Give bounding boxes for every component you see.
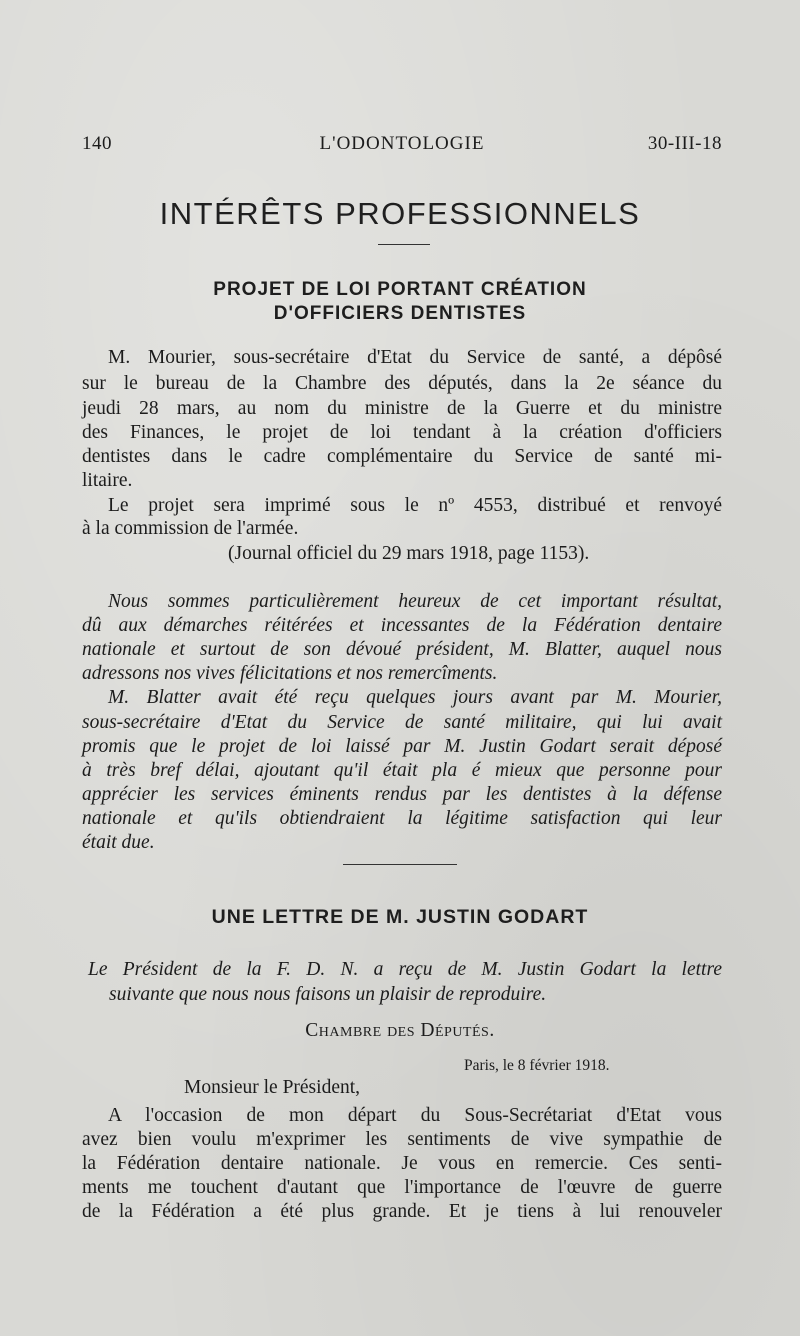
running-head [82,133,722,155]
letter-place-date: Paris, le 8 février 1918. [464,1057,610,1074]
letter-body-line: ments me touchent d'autant que l'importance de l'œuvre de guerre [82,1177,722,1198]
article1-p3-line: Nous sommes particulièrement heureux de cet important résultat, [108,591,722,612]
section-title: INTÉRÊTS PROFESSIONNELS [159,196,641,231]
article1-p4-line: M. Blatter avait été reçu quelques jours avant par M. Mourier, [108,687,722,708]
article1-p2-line: à la commission de l'armée. [82,518,299,539]
article1-p1-line: M. Mourier, sous-secrétaire d'Etat du Service de santé, a dépôsé [108,347,722,368]
article-separator [343,864,457,865]
citation: (Journal officiel du 29 mars 1918, page 1153). [228,543,590,564]
article1-title-line2: D'OFFICIERS DENTISTES [273,303,527,324]
article2-intro-line: Le Président de la F. D. N. a reçu de M. Justin Godart la lettre [88,959,722,980]
article1-p2-line: Le projet sera imprimé sous le nº 4553, distribué et renvoyé [108,495,722,516]
article1-p4-line: était due. [82,832,155,853]
article1-p3-line: dû aux démarches réitérées et incessantes de la Fédération dentaire [82,615,722,636]
letter-body-line: de la Fédération a été plus grande. Et je tiens à lui renouveler [82,1201,722,1222]
article1-p1-line: jeudi 28 mars, au nom du ministre de la Guerre et du ministre [82,398,722,419]
article1-p1-line: sur le bureau de la Chambre des députés, dans la 2e séance du [82,373,722,394]
article1-p4-line: sous-secrétaire d'Etat du Service de santé militaire, qui lui avait [82,712,722,733]
article1-p1-line: litaire. [82,470,133,491]
letter-salutation: Monsieur le Président, [184,1077,361,1098]
article1-p4-line: promis que le projet de loi laissé par M. Justin Godart serait déposé [82,736,722,757]
article1-title-line1: PROJET DE LOI PORTANT CRÉATION [213,279,587,300]
article2-intro-line: suivante que nous nous faisons un plaisir de reproduire. [109,984,547,1005]
letterhead: Chambre des Députés. [305,1020,495,1041]
article1-p4-line: nationale et qu'ils obtiendraient la légitime satisfaction qui leur [82,808,722,829]
letter-body-line: avez bien voulu m'exprimer les sentiments de vive sympathie de [82,1129,722,1150]
letter-body-line: A l'occasion de mon départ du Sous-Secrétariat d'Etat vous [108,1105,722,1126]
title-rule [378,244,430,245]
page-number: 140 [82,133,112,154]
article1-p1-line: dentistes dans le cadre complémentaire du Service de santé mi- [82,446,722,467]
article1-p4-line: à très bref délai, ajoutant qu'il était pla é mieux que personne pour [82,760,722,781]
journal-title: L'ODONTOLOGIE [319,133,485,154]
article1-p3-line: adressons nos vives félicitations et nos remercîments. [82,663,498,684]
letter-body-line: la Fédération dentaire nationale. Je vous en remercie. Ces senti- [82,1153,722,1174]
issue-date: 30-III-18 [647,133,722,154]
article2-title: UNE LETTRE DE M. JUSTIN GODART [211,906,589,928]
article1-p1-line: des Finances, le projet de loi tendant à la création d'officiers [82,422,722,443]
article1-p3-line: nationale et surtout de son dévoué président, M. Blatter, auquel nous [82,639,722,660]
article1-p4-line: apprécier les services éminents rendus par les dentistes à la défense [82,784,722,805]
